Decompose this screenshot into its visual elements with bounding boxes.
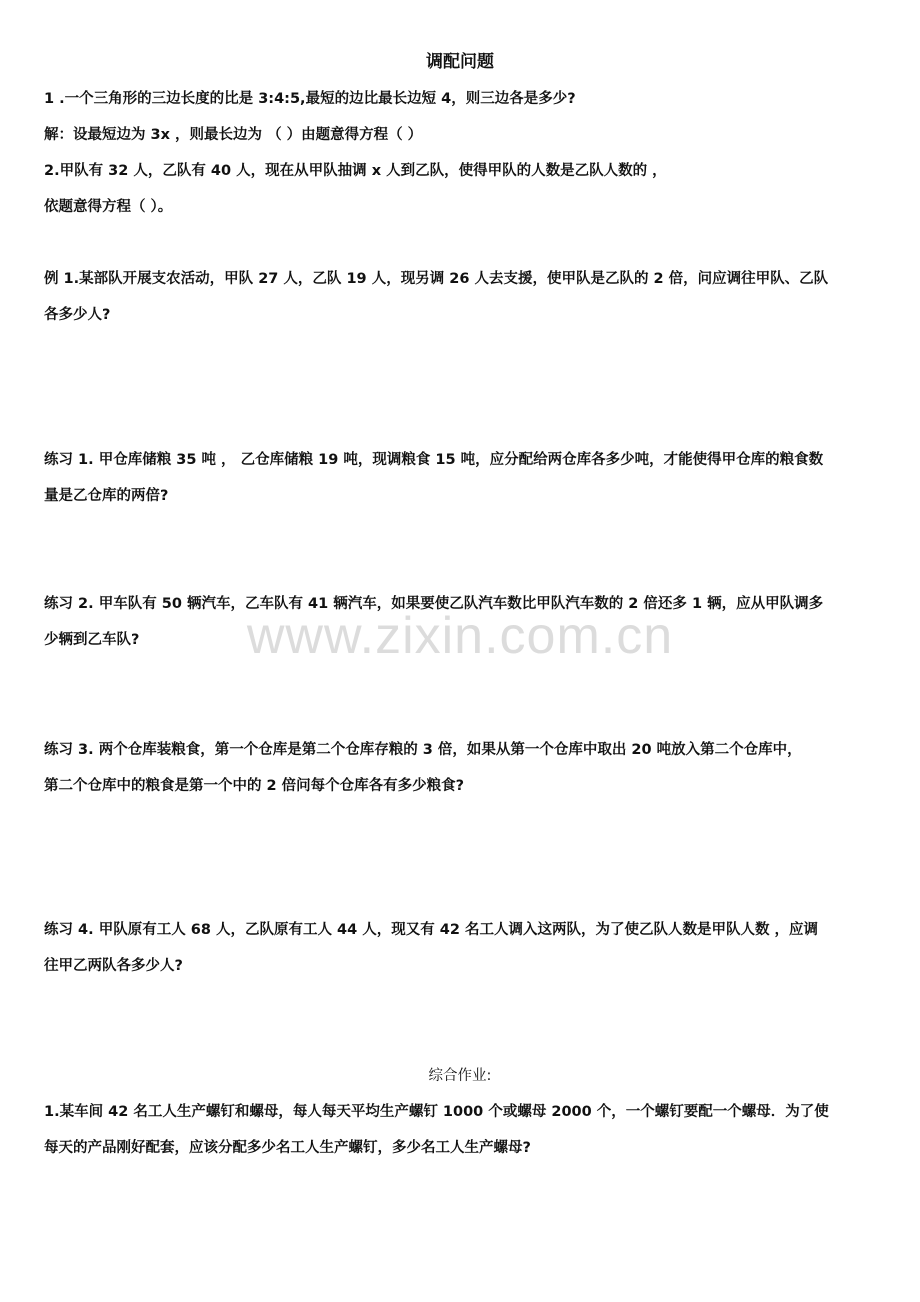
practice-2-line-2: 少辆到乙车队? [44,632,140,648]
practice-3-line-2: 第二个仓库中的粮食是第一个中的 2 倍问每个仓库各有多少粮食? [44,778,465,794]
practice-3-line-1: 练习 3. 两个仓库装粮食，第一个仓库是第二个仓库存粮的 3 倍，如果从第一个仓库中取出 20 吨放入第二个仓库中， [44,742,802,758]
problem-2-equation: 依题意得方程（ ）。 [44,199,173,215]
practice-2-line-1: 练习 2. 甲车队有 50 辆汽车，乙车队有 41 辆汽车，如果要使乙队汽车数比甲队汽车数的 2 倍还多 1 辆，应从甲队调多 [44,596,824,612]
problem-1-text: 1 .一个三角形的三边长度的比是 3:4:5,最短的边比最长边短 4，则三边各是多少? [44,91,576,107]
practice-1-line-2: 量是乙仓库的两倍? [44,488,169,504]
watermark: www.zixin.com.cn [246,607,674,665]
practice-4-line-1: 练习 4. 甲队原有工人 68 人，乙队原有工人 44 人，现又有 42 名工人调入这两队，为了使乙队人数是甲队人数 ，应调 [44,922,819,938]
practice-4-line-2: 往甲乙两队各多少人? [44,958,183,974]
homework-1-line-1: 1.某车间 42 名工人生产螺钉和螺母，每人每天平均生产螺钉 1000 个或螺母 2000 个，一个螺钉要配一个螺母．为了使 [44,1104,829,1120]
example-1-line-1: 例 1.某部队开展支农活动，甲队 27 人，乙队 19 人，现另调 26 人去支援，使甲队是乙队的 2 倍，问应调往甲队、乙队 [44,271,829,287]
practice-1-line-1: 练习 1. 甲仓库储粮 35 吨 ， 乙仓库储粮 19 吨，现调粮食 15 吨，应分配给两仓库各多少吨，才能使得甲仓库的粮食数 [44,452,824,468]
example-1-line-2: 各多少人? [44,307,111,323]
homework-title: 综合作业: [428,1068,492,1084]
problem-1-solution: 解：设最短边为 3x ，则最长边为 （ ）由题意得方程（ ） [44,127,423,143]
homework-1-line-2: 每天的产品刚好配套，应该分配多少名工人生产螺钉，多少名工人生产螺母? [44,1140,531,1156]
page-title: 调配问题 [426,52,494,72]
problem-2-text: 2.甲队有 32 人，乙队有 40 人，现在从甲队抽调 x 人到乙队，使得甲队的人数是乙队人数的 ， [44,163,667,179]
